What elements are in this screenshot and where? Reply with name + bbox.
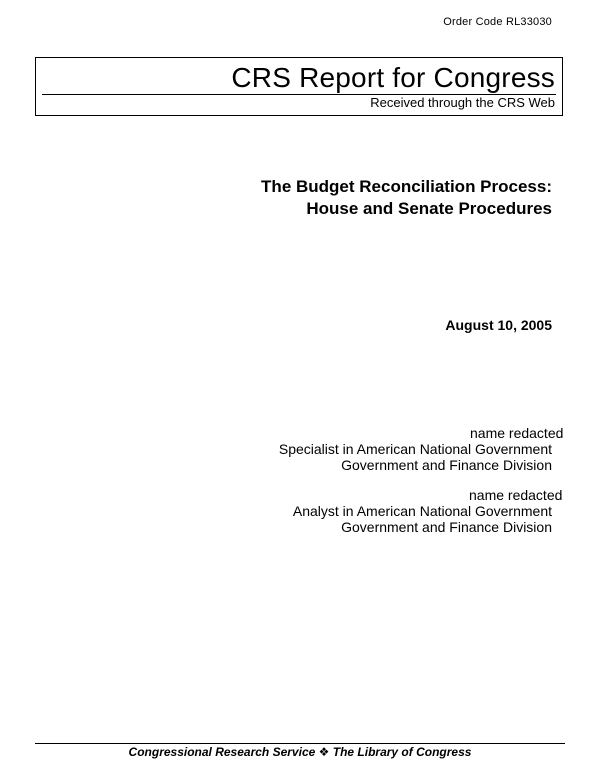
document-title-line-1: The Budget Reconciliation Process: — [261, 177, 552, 196]
author-1-name: name redacted — [470, 425, 564, 441]
author-2-division: Government and Finance Division — [341, 519, 552, 535]
footer-credit — [0, 745, 600, 759]
report-source-subtitle: Received through the CRS Web — [370, 95, 555, 110]
report-series-title: CRS Report for Congress — [231, 62, 555, 93]
footer-crs-name: Congressional Research Service — [128, 745, 316, 759]
report-header-box — [35, 57, 563, 116]
author-2-role: Analyst in American National Government — [292, 503, 552, 519]
document-title — [261, 176, 552, 220]
footer-divider — [35, 743, 565, 744]
author-1-role: Specialist in American National Government — [278, 441, 552, 457]
footer-library-name: The Library of Congress — [332, 745, 472, 759]
document-date: August 10, 2005 — [445, 317, 552, 333]
order-code: Order Code RL33030 — [443, 16, 552, 28]
author-1-division: Government and Finance Division — [341, 457, 552, 473]
author-2-name: name redacted — [469, 487, 563, 503]
document-title-line-2: House and Senate Procedures — [306, 199, 552, 218]
diamond-separator-icon: ❖ — [318, 745, 330, 759]
